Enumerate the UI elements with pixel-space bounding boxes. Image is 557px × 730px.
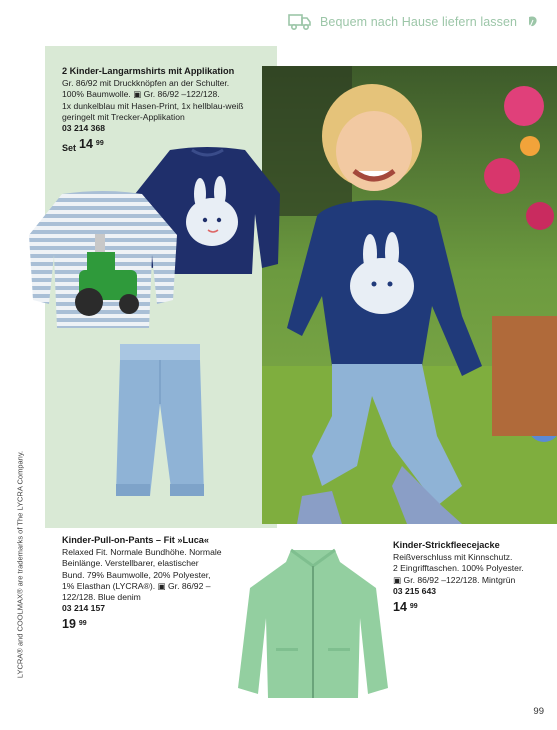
striped-tractor-shirt-image (27, 190, 179, 330)
delivery-text: Bequem nach Hause liefern lassen (320, 15, 518, 29)
price (393, 602, 553, 613)
price-integer: 19 (62, 617, 76, 632)
article-number: 03 214 368 (62, 123, 106, 134)
mint-fleece-jacket-image (236, 548, 390, 700)
article-number: 03 214 157 (62, 603, 106, 614)
price-decimal: 99 (409, 603, 418, 611)
product-title: Kinder-Strickfleecejacke (393, 540, 500, 550)
product-jacket (393, 540, 553, 613)
product-shirts (62, 66, 277, 154)
product-description: Gr. 86/92 mit Druckknöpfen an der Schulter. 100% Baumwolle. ▣ Gr. 86/92 –122/128. 1x dunkelblau mit Hasen-Print, 1x hellblau-weiß geringelt mit Trecker-Applikation (62, 78, 244, 122)
price-prefix: Set (62, 143, 77, 154)
price-decimal: 99 (95, 140, 104, 148)
article-number: 03 215 643 (393, 585, 437, 596)
price-integer: 14 (79, 137, 93, 152)
denim-pants-image (112, 344, 207, 502)
trademark-note: LYCRA® and COOLMAX® are trademarks of The LYCRA Company. (15, 450, 25, 679)
product-description: Relaxed Fit. Normale Bundhöhe. Normale Beinlänge. Verstellbarer, elastischer Bund. 79% Baumwolle, 20% Polyester, 1% Elasthan (LYCRA®). ▣ Gr. 86/92 – 122/128. Blue denim (62, 547, 222, 603)
price-decimal: 99 (78, 620, 87, 628)
product-title: Kinder-Pull-on-Pants – Fit »Luca« (62, 535, 210, 545)
delivery-header (288, 10, 550, 34)
page-number: 99 (533, 706, 544, 717)
child-photo (262, 66, 557, 524)
price-integer: 14 (393, 600, 407, 615)
product-title: 2 Kinder-Langarmshirts mit Applikation (62, 66, 235, 76)
product-description: Reißverschluss mit Kinnschutz. 2 Eingrifftaschen. 100% Polyester. ▣ Gr. 86/92 –122/128. Mintgrün (393, 552, 524, 585)
leaf-logo-icon (527, 15, 539, 29)
truck-icon (288, 13, 312, 31)
